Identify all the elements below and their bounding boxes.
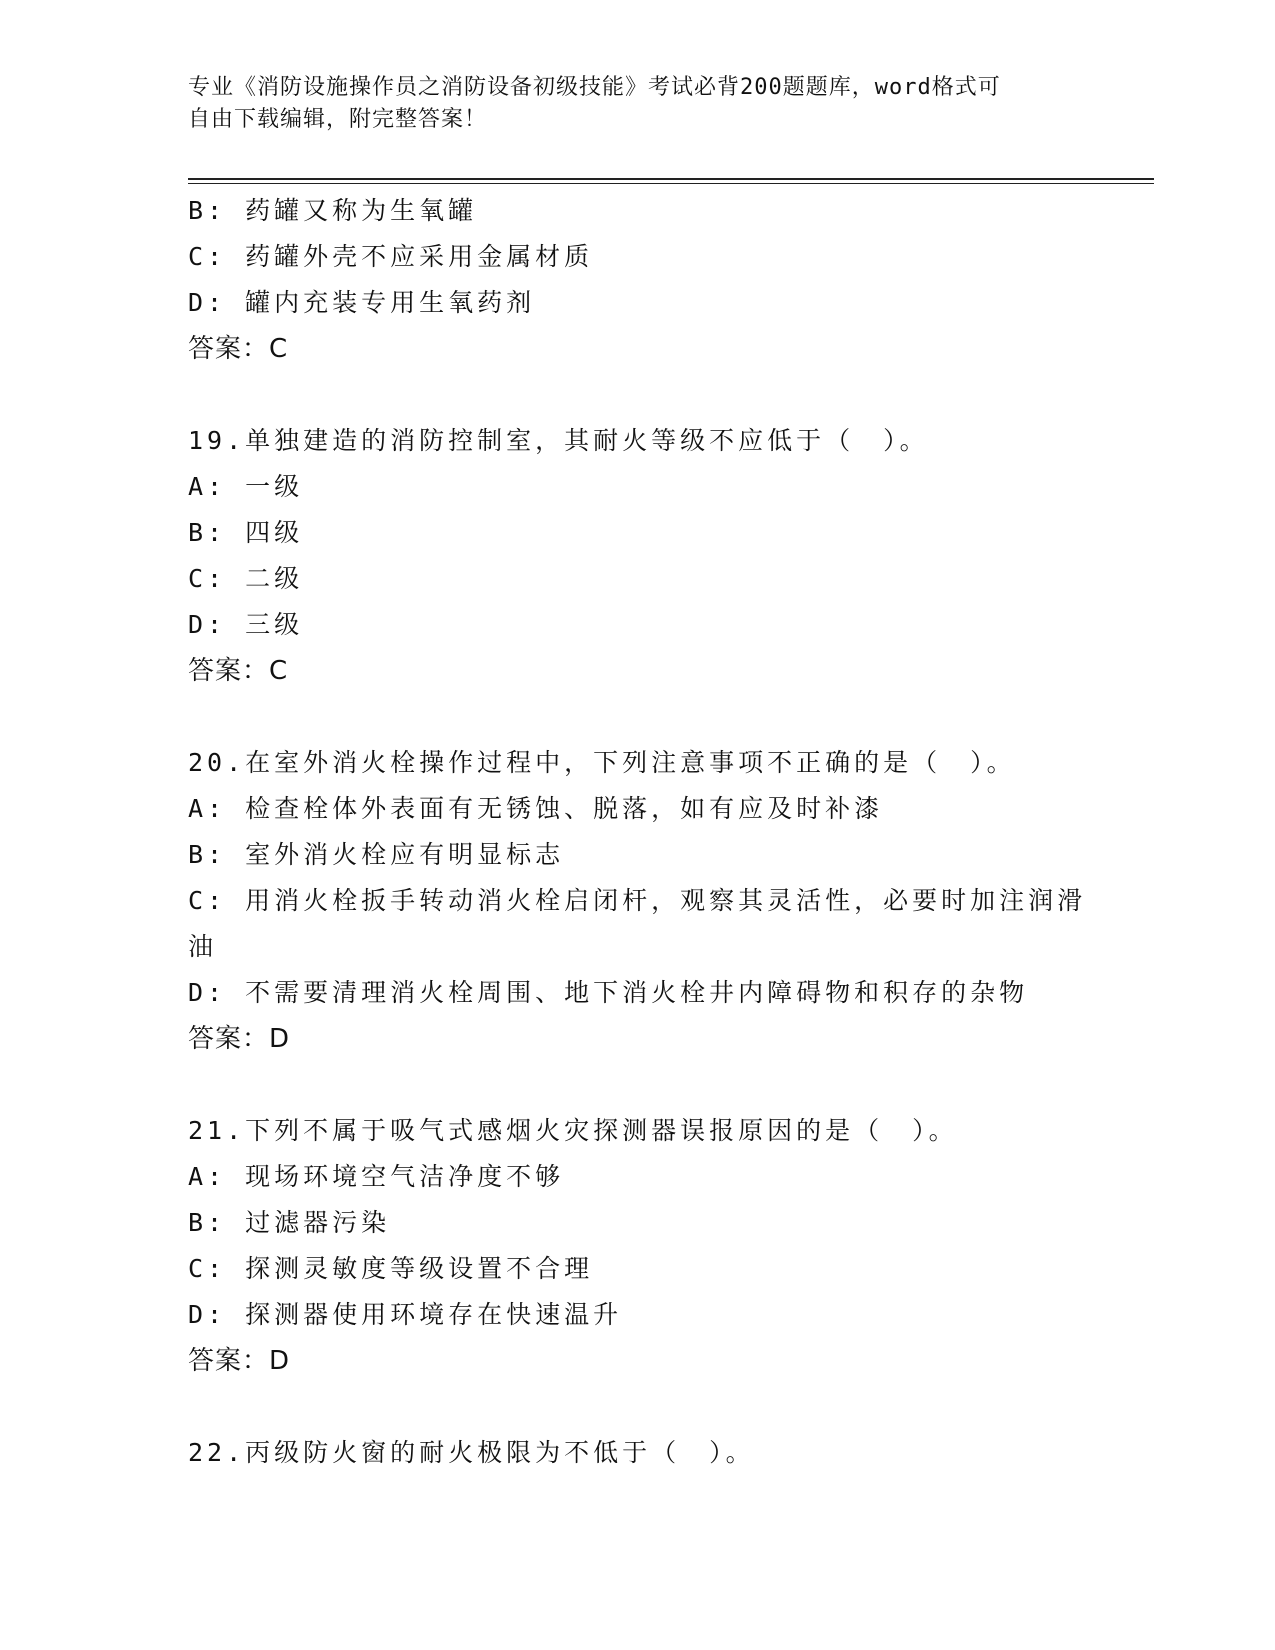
answer-line: 答案：D bbox=[188, 1024, 291, 1054]
option-line: B: 室外消火栓应有明显标志 bbox=[188, 840, 565, 869]
question-stem: 19.单独建造的消防控制室，其耐火等级不应低于（ ）。 bbox=[188, 426, 929, 455]
option-line: C: 二级 bbox=[188, 564, 304, 593]
option-line: D: 三级 bbox=[188, 610, 304, 639]
option-line: B: 过滤器污染 bbox=[188, 1208, 391, 1237]
question-stem: 20.在室外消火栓操作过程中，下列注意事项不正确的是（ ）。 bbox=[188, 748, 1016, 777]
option-line: C: 用消火栓扳手转动消火栓启闭杆，观察其灵活性，必要时加注润滑 bbox=[188, 886, 1087, 915]
answer-line: 答案：C bbox=[188, 334, 289, 364]
option-line: D: 罐内充装专用生氧药剂 bbox=[188, 288, 536, 317]
spacer bbox=[188, 372, 1088, 418]
option-line: A: 一级 bbox=[188, 472, 304, 501]
option-line: D: 不需要清理消火栓周围、地下消火栓井内障碍物和积存的杂物 bbox=[188, 978, 1029, 1007]
question-stem: 21.下列不属于吸气式感烟火灾探测器误报原因的是（ ）。 bbox=[188, 1116, 958, 1145]
question-stem: 22.丙级防火窗的耐火极限为不低于（ ）。 bbox=[188, 1438, 755, 1467]
option-line: D: 探测器使用环境存在快速温升 bbox=[188, 1300, 623, 1329]
spacer bbox=[188, 694, 1088, 740]
answer-line: 答案：D bbox=[188, 1346, 291, 1376]
header-divider-thin bbox=[188, 183, 1154, 184]
answer-line: 答案：C bbox=[188, 656, 289, 686]
option-line: C: 药罐外壳不应采用金属材质 bbox=[188, 242, 594, 271]
header-line-2: 自由下载编辑，附完整答案！ bbox=[188, 107, 488, 132]
spacer bbox=[188, 1384, 1088, 1430]
header-divider-thick bbox=[188, 178, 1154, 180]
spacer bbox=[188, 1062, 1088, 1108]
option-line: B: 四级 bbox=[188, 518, 304, 547]
option-line: C: 探测灵敏度等级设置不合理 bbox=[188, 1254, 594, 1283]
document-body bbox=[188, 188, 1088, 1476]
header-line-1: 专业《消防设施操作员之消防设备初级技能》考试必背200题题库，word格式可 bbox=[188, 75, 1001, 100]
option-line: A: 现场环境空气洁净度不够 bbox=[188, 1162, 565, 1191]
option-line: B: 药罐又称为生氧罐 bbox=[188, 196, 478, 225]
option-line-continuation: 油 bbox=[188, 932, 218, 961]
option-line: A: 检查栓体外表面有无锈蚀、脱落，如有应及时补漆 bbox=[188, 794, 884, 823]
document-header bbox=[188, 72, 1068, 136]
